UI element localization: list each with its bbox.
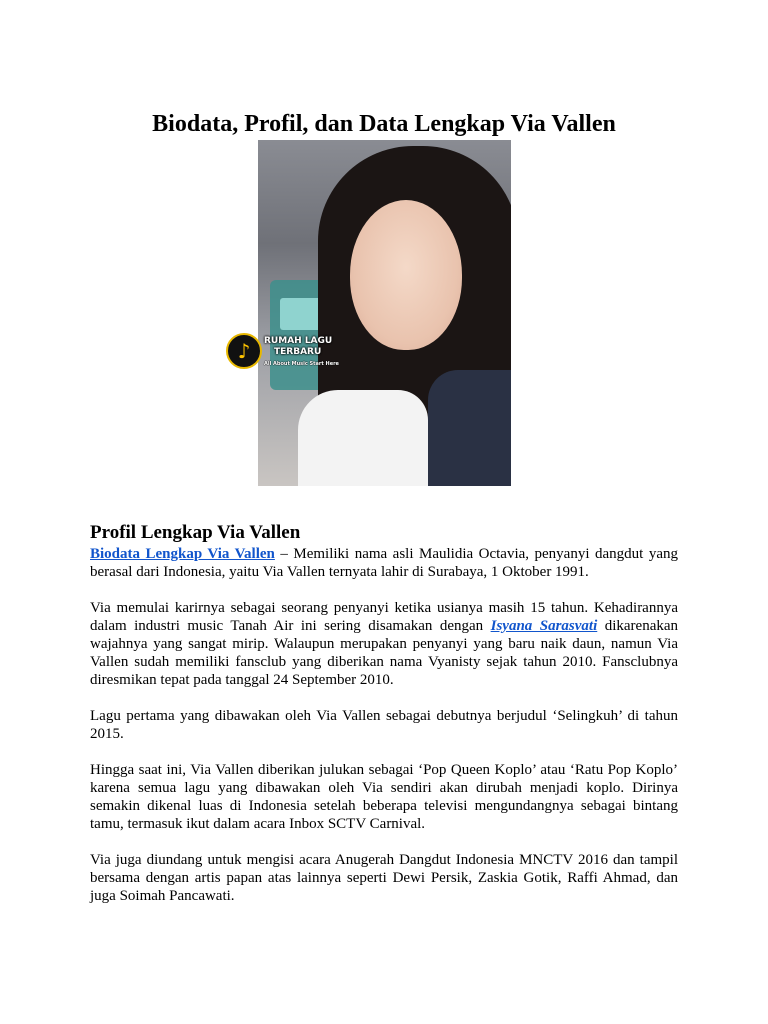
watermark-tagline: All About Music Start Here — [264, 361, 339, 367]
photo-vest — [428, 370, 511, 486]
paragraph-3: Lagu pertama yang dibawakan oleh Via Vallen sebagai debutnya berjudul ‘Selingkuh’ di tahun 2015. — [90, 708, 678, 742]
paragraph-1 — [90, 545, 678, 581]
photo-shirt — [298, 390, 428, 486]
paragraph-1-text: – Memiliki nama asli Maulidia Octavia, penyanyi dangdut yang berasal dari Indonesia, yaitu Via Vallen ternyata lahir di Surabaya, 1 Oktober 1991. — [90, 546, 678, 580]
watermark-logo — [226, 333, 346, 373]
paragraph-4: Hingga saat ini, Via Vallen diberikan julukan sebagai ‘Pop Queen Koplo’ atau ‘Ratu Pop Koplo’ karena semua lagu yang dibawakan oleh Via sendiri akan dirubah menjadi koplo. Dirinya semakin dikenal luas di Indonesia setelah beberapa televisi mengundangnya sebagai bintang tamu, termasuk ikut dalam acara Inbox SCTV Carnival. — [90, 762, 678, 832]
section-heading: Profil Lengkap Via Vallen — [90, 521, 301, 543]
watermark-line2: TERBARU — [274, 347, 322, 357]
biodata-link[interactable]: Biodata Lengkap Via Vallen — [90, 546, 275, 562]
isyana-sarasvati-link[interactable]: Isyana Sarasvati — [490, 618, 598, 634]
music-note-icon: ♪ — [226, 333, 262, 369]
paragraph-2 — [90, 599, 678, 689]
profile-photo — [258, 140, 511, 486]
watermark-line1: RUMAH LAGU — [264, 336, 333, 346]
photo-face — [350, 200, 462, 350]
paragraph-2-text-before: Via memulai karirnya sebagai seorang penyanyi ketika usianya masih 15 tahun. Kehadirannya dalam industri music Tanah Air ini sering disamakan dengan — [90, 600, 678, 634]
paragraph-5: Via juga diundang untuk mengisi acara Anugerah Dangdut Indonesia MNCTV 2016 dan tampil bersama dengan artis papan atas lainnya seperti Dewi Persik, Zaskia Gotik, Raffi Ahmad, dan juga Soimah Pancawati. — [90, 852, 678, 904]
paragraph-2-text-after: dikarenakan wajahnya yang sangat mirip. Walaupun merupakan penyanyi yang baru naik daun, namun Via Vallen sudah memiliki fansclub yang diberikan nama Vyanisty sejak tahun 2010. Fansclubnya diresmikan tepat pada tanggal 24 September 2010. — [90, 618, 679, 688]
page-title: Biodata, Profil, dan Data Lengkap Via Vallen — [152, 111, 616, 138]
article-body — [90, 545, 678, 923]
